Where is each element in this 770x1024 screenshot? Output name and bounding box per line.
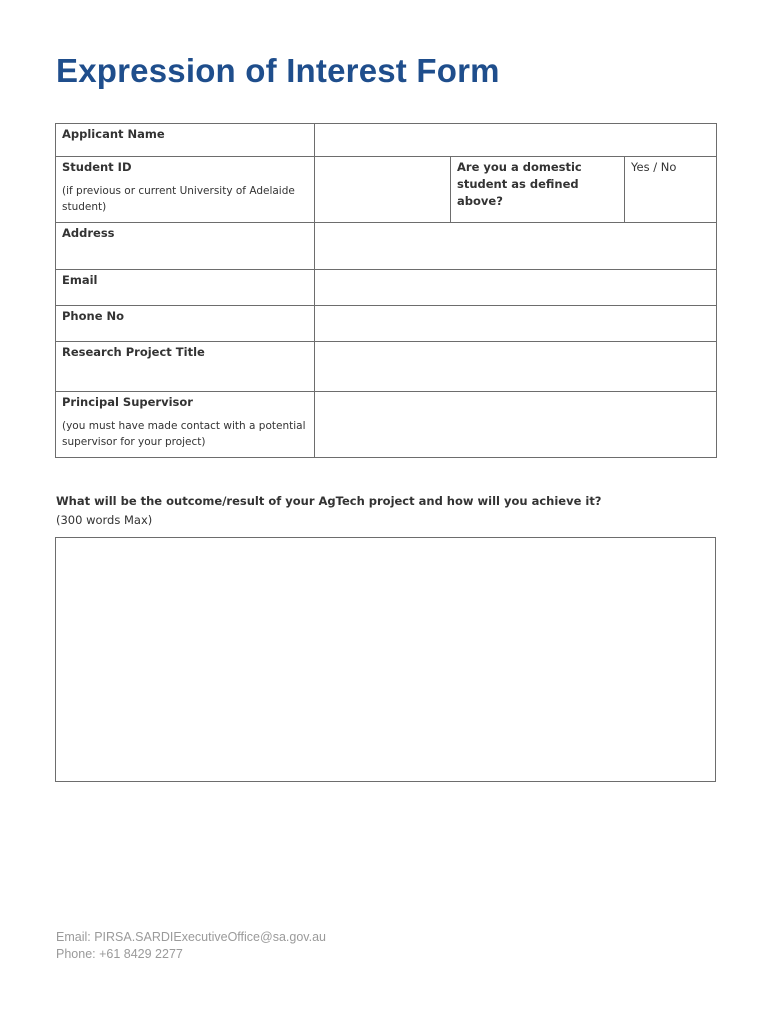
domestic-question: Are you a domestic student as defined above? [457,160,582,208]
supervisor-label-cell [56,392,315,458]
research-title-label: Research Project Title [62,345,205,359]
student-id-label: Student ID [62,160,132,174]
supervisor-row [56,392,717,458]
student-id-note: (if previous or current University of Adelaide student) [62,185,295,213]
student-id-label-cell [56,157,315,223]
student-id-row [56,157,717,223]
supervisor-label: Principal Supervisor [62,395,193,409]
applicant-name-row [56,124,717,157]
supervisor-field[interactable] [315,392,717,458]
address-row [56,223,717,270]
phone-label: Phone No [62,309,125,323]
footer [56,929,326,963]
applicant-details-table [55,123,717,458]
outcome-word-limit: (300 words Max) [56,513,153,527]
footer-phone: Phone: +61 8429 2277 [56,947,183,961]
address-field[interactable] [315,223,717,270]
email-label: Email [62,273,98,287]
research-title-field[interactable] [315,342,717,392]
outcome-answer-box[interactable] [55,537,716,782]
address-label-cell [56,223,315,270]
domestic-options: Yes / No [631,160,677,174]
applicant-name-field[interactable] [315,124,717,157]
email-row [56,270,717,306]
domestic-answer-field[interactable] [625,157,717,223]
applicant-name-label-cell [56,124,315,157]
research-title-label-cell [56,342,315,392]
applicant-name-label: Applicant Name [62,127,165,141]
footer-email: Email: PIRSA.SARDIExecutiveOffice@sa.gov.au [56,930,326,944]
address-label: Address [62,226,115,240]
student-id-field[interactable] [315,157,451,223]
email-label-cell [56,270,315,306]
page-title: Expression of Interest Form [56,52,500,89]
supervisor-note: (you must have made contact with a potential supervisor for your project) [62,420,306,448]
phone-label-cell [56,306,315,342]
phone-row [56,306,717,342]
email-field[interactable] [315,270,717,306]
research-title-row [56,342,717,392]
domestic-question-cell [451,157,625,223]
phone-field[interactable] [315,306,717,342]
outcome-question: What will be the outcome/result of your AgTech project and how will you achieve it? [56,494,602,508]
